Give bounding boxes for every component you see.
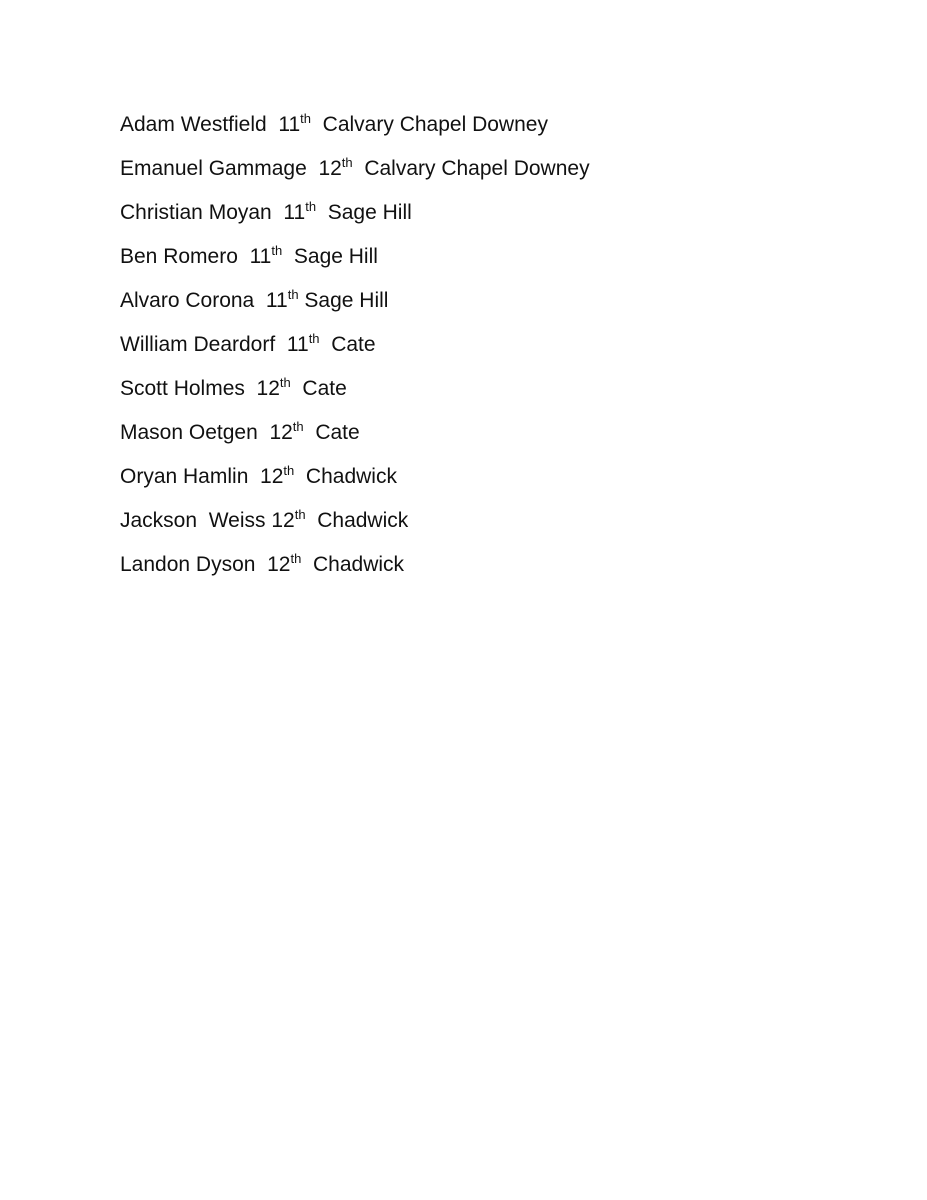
student-name: William Deardorf (120, 333, 276, 356)
grade-number: 12 (271, 509, 295, 532)
grade-number: 12 (267, 553, 291, 576)
spacer (307, 157, 319, 180)
grade-number: 11 (278, 113, 301, 136)
spacer (258, 421, 270, 444)
spacer (320, 333, 332, 356)
student-name: Emanuel Gammage (120, 157, 307, 180)
student-name: Landon Dyson (120, 553, 256, 576)
list-item (120, 240, 590, 284)
grade-number: 11 (283, 201, 306, 224)
spacer (291, 377, 303, 400)
list-item (120, 548, 590, 592)
grade-suffix: th (341, 155, 353, 170)
grade-number: 11 (249, 245, 272, 268)
student-name: Mason Oetgen (120, 421, 258, 444)
list-item (120, 196, 590, 240)
spacer (306, 509, 318, 532)
spacer (248, 465, 260, 488)
grade-number: 11 (286, 333, 309, 356)
grade-suffix: th (279, 375, 291, 390)
grade-suffix: th (283, 463, 295, 478)
spacer (254, 289, 266, 312)
student-name: Jackson Weiss (120, 509, 266, 532)
grade-number: 11 (265, 289, 288, 312)
grade-suffix: th (287, 287, 299, 302)
school-name: Cate (302, 377, 347, 400)
school-name: Sage Hill (304, 289, 389, 312)
spacer (282, 245, 294, 268)
grade-suffix: th (308, 331, 320, 346)
student-name: Scott Holmes (120, 377, 245, 400)
grade-suffix: th (300, 111, 311, 126)
grade-number: 12 (260, 465, 284, 488)
spacer (316, 201, 328, 224)
list-item (120, 416, 590, 460)
list-item (120, 460, 590, 504)
school-name: Chadwick (312, 553, 405, 576)
school-name: Chadwick (317, 509, 409, 532)
student-name: Alvaro Corona (120, 289, 255, 312)
student-name: Christian Moyan (120, 201, 272, 224)
school-name: Calvary Chapel Downey (322, 113, 548, 136)
grade-suffix: th (294, 507, 306, 522)
grade-suffix: th (271, 243, 283, 258)
student-name: Ben Romero (120, 245, 238, 268)
spacer (267, 113, 279, 136)
grade-suffix: th (305, 199, 317, 214)
spacer (238, 245, 250, 268)
grade-suffix: th (292, 419, 304, 434)
school-name: Cate (331, 333, 376, 356)
list-item (120, 504, 590, 548)
spacer (294, 465, 306, 488)
spacer (245, 377, 257, 400)
grade-number: 12 (256, 377, 280, 400)
spacer (272, 201, 284, 224)
list-item (120, 372, 590, 416)
spacer (301, 553, 313, 576)
spacer (255, 553, 267, 576)
school-name: Sage Hill (327, 201, 412, 224)
grade-number: 12 (318, 157, 342, 180)
list-item (120, 152, 590, 196)
spacer (353, 157, 365, 180)
student-list (120, 108, 590, 592)
spacer (275, 333, 287, 356)
spacer (304, 421, 316, 444)
grade-number: 12 (269, 421, 293, 444)
list-item (120, 284, 590, 328)
list-item (120, 108, 590, 152)
student-name: Oryan Hamlin (120, 465, 249, 488)
school-name: Sage Hill (293, 245, 378, 268)
school-name: Cate (315, 421, 360, 444)
grade-suffix: th (290, 551, 302, 566)
school-name: Calvary Chapel Downey (364, 157, 590, 180)
spacer (311, 113, 323, 136)
list-item (120, 328, 590, 372)
school-name: Chadwick (305, 465, 397, 488)
student-name: Adam Westfield (120, 113, 267, 136)
